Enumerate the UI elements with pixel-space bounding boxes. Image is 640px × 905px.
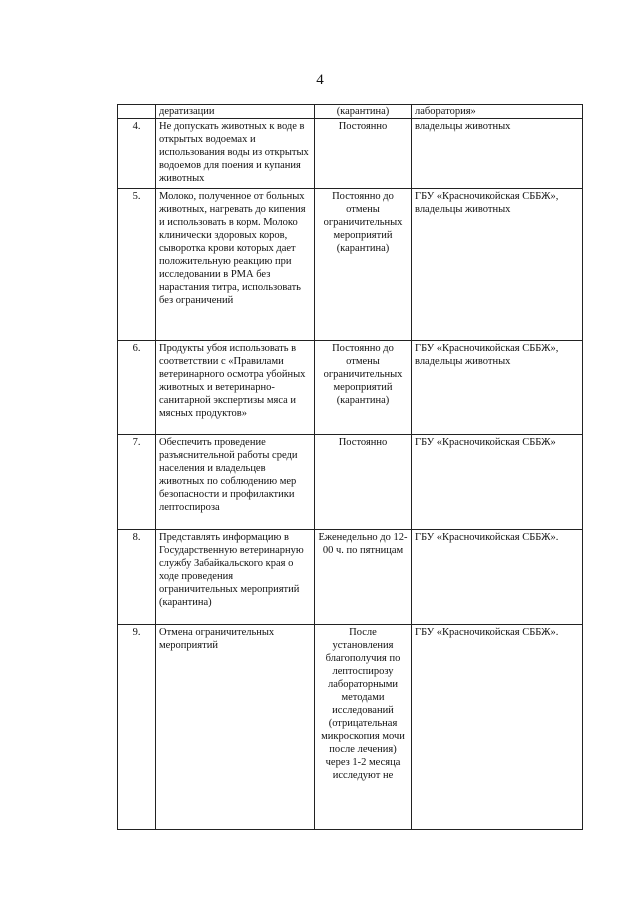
table-row: [118, 341, 583, 435]
action-cell: Отмена ограничительных мероприятий: [156, 625, 315, 830]
responsible-cell: владельцы животных: [412, 119, 583, 189]
action-cell: Молоко, полученное от больных животных, нагревать до кипения и использовать в корм. Молоко клинически здоровых коров, сыворотка крови которых дает положительную реакцию при исследовании в РМА без нарастания титра, использовать без ограничений: [156, 189, 315, 341]
row-number-cell: 6.: [118, 341, 156, 435]
term-cell: Постоянно до отмены ограничительных мероприятий (карантина): [315, 189, 412, 341]
responsible-cell: ГБУ «Красночикойская СББЖ».: [412, 530, 583, 625]
term-cell: Постоянно до отмены ограничительных мероприятий (карантина): [315, 341, 412, 435]
responsible-cell: лаборатория»: [412, 105, 583, 119]
table-row: [118, 105, 583, 119]
term-cell: Постоянно: [315, 119, 412, 189]
term-cell: После установления благополучия по лептоспирозу лабораторными методами исследований (отрицательная микроскопия мочи после лечения) через 1-2 месяца исследуют не: [315, 625, 412, 830]
row-number-cell: 8.: [118, 530, 156, 625]
action-cell: Обеспечить проведение разъяснительной работы среди населения и владельцев животных по соблюдению мер безопасности и профилактики лептоспироза: [156, 435, 315, 530]
responsible-cell: ГБУ «Красночикойская СББЖ».: [412, 625, 583, 830]
table-row: [118, 625, 583, 830]
responsible-cell: ГБУ «Красночикойская СББЖ», владельцы животных: [412, 341, 583, 435]
term-cell: Еженедельно до 12-00 ч. по пятницам: [315, 530, 412, 625]
responsible-cell: ГБУ «Красночикойская СББЖ»: [412, 435, 583, 530]
table-row: [118, 530, 583, 625]
action-cell: Представлять информацию в Государственную ветеринарную службу Забайкальского края о ходе проведения ограничительных мероприятий (карантина): [156, 530, 315, 625]
row-number-cell: 7.: [118, 435, 156, 530]
page-number: 4: [316, 72, 324, 88]
table-row: [118, 435, 583, 530]
term-cell: Постоянно: [315, 435, 412, 530]
action-cell: Продукты убоя использовать в соответствии с «Правилами ветеринарного осмотра убойных животных и ветеринарно-санитарной экспертизы мяса и мясных продуктов»: [156, 341, 315, 435]
row-number-cell: 5.: [118, 189, 156, 341]
term-cell: (карантина): [315, 105, 412, 119]
row-number-cell: [118, 105, 156, 119]
action-cell: Не допускать животных к воде в открытых водоемах и использования воды из открытых водоемов для поения и купания животных: [156, 119, 315, 189]
row-number-cell: 9.: [118, 625, 156, 830]
measures-table: [117, 104, 583, 830]
table-row: [118, 189, 583, 341]
table-row: [118, 119, 583, 189]
responsible-cell: ГБУ «Красночикойская СББЖ», владельцы животных: [412, 189, 583, 341]
action-cell: дератизации: [156, 105, 315, 119]
row-number-cell: 4.: [118, 119, 156, 189]
